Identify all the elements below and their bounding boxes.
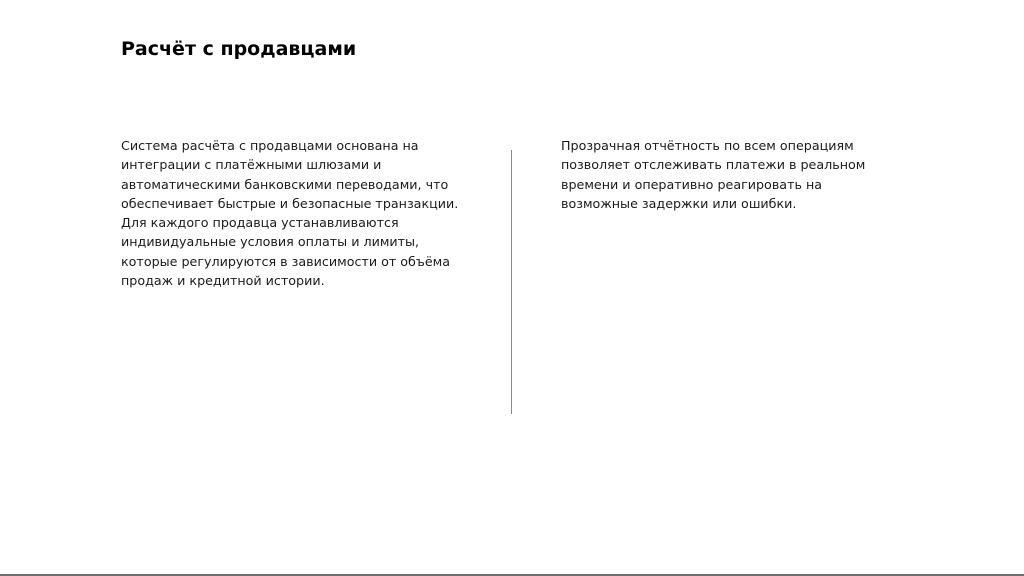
right-column-text: Прозрачная отчётность по всем операциям позволяет отслеживать платежи в реальном времени и оперативно реагировать на возможные задержки или ошибки. (561, 138, 866, 211)
left-column-text: Система расчёта с продавцами основана на интеграции с платёжными шлюзами и автоматическими банковскими переводами, что обеспечивает быстрые и безопасные транзакции. Для каждого продавца устанавливаются индивидуальные условия оплаты и лимиты, которые регулируются в зависимости от объёма продаж и кредитной истории. (121, 138, 459, 289)
column-divider (511, 150, 512, 414)
slide-title: Расчёт с продавцами (121, 38, 357, 60)
